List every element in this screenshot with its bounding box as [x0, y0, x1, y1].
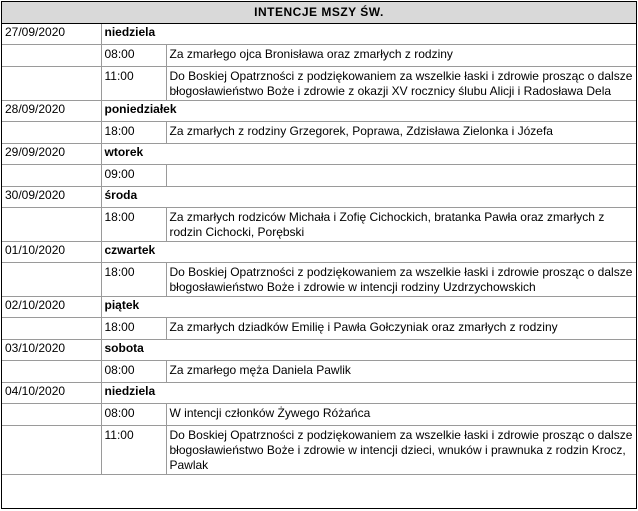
- mass-time-cell: 11:00: [101, 426, 166, 475]
- weekday-cell: czwartek: [101, 242, 636, 263]
- date-row: [2, 340, 636, 361]
- mass-row: [2, 426, 636, 475]
- intentions-table: [2, 24, 636, 475]
- mass-time-cell: 09:00: [101, 165, 166, 187]
- date-row: [2, 242, 636, 263]
- mass-time-cell: 11:00: [101, 67, 166, 101]
- intention-text-cell: Za zmarłego męża Daniela Pawlik: [166, 361, 636, 383]
- weekday-cell: niedziela: [101, 383, 636, 404]
- empty-cell: [2, 426, 101, 475]
- intention-text-cell: W intencji członków Żywego Różańca: [166, 404, 636, 426]
- date-cell: 29/09/2020: [2, 144, 101, 165]
- mass-row: [2, 208, 636, 242]
- intention-text-cell: Za zmarłych dziadków Emilię i Pawła Gołczyniak oraz zmarłych z rodziny: [166, 318, 636, 340]
- mass-time-cell: 08:00: [101, 45, 166, 67]
- date-row: [2, 383, 636, 404]
- intention-text-cell: Za zmarłych rodziców Michała i Zofię Cichockich, bratanka Pawła oraz zmarłych z rodzin Cichocki, Porębski: [166, 208, 636, 242]
- mass-row: [2, 45, 636, 67]
- date-cell: 27/09/2020: [2, 24, 101, 45]
- sheet-title: INTENCJE MSZY ŚW.: [2, 2, 636, 24]
- intention-text-cell: [166, 165, 636, 187]
- mass-row: [2, 165, 636, 187]
- intentions-table-body: [2, 24, 636, 475]
- weekday-cell: niedziela: [101, 24, 636, 45]
- date-cell: 30/09/2020: [2, 187, 101, 208]
- empty-cell: [2, 263, 101, 297]
- mass-row: [2, 263, 636, 297]
- intention-text-cell: Za zmarłych z rodziny Grzegorek, Poprawa, Zdzisława Zielonka i Józefa: [166, 122, 636, 144]
- date-cell: 04/10/2020: [2, 383, 101, 404]
- weekday-cell: wtorek: [101, 144, 636, 165]
- date-cell: 02/10/2020: [2, 297, 101, 318]
- mass-time-cell: 08:00: [101, 404, 166, 426]
- empty-cell: [2, 361, 101, 383]
- mass-time-cell: 18:00: [101, 263, 166, 297]
- date-row: [2, 101, 636, 122]
- intention-text-cell: Do Boskiej Opatrzności z podziękowaniem za wszelkie łaski i zdrowie prosząc o dalsze błogosławieństwo Boże i zdrowie w intencji rodziny Uzdrzychowskich: [166, 263, 636, 297]
- date-row: [2, 187, 636, 208]
- empty-cell: [2, 404, 101, 426]
- mass-time-cell: 18:00: [101, 318, 166, 340]
- mass-time-cell: 08:00: [101, 361, 166, 383]
- mass-row: [2, 318, 636, 340]
- mass-time-cell: 18:00: [101, 122, 166, 144]
- empty-cell: [2, 208, 101, 242]
- mass-row: [2, 122, 636, 144]
- mass-row: [2, 67, 636, 101]
- date-row: [2, 144, 636, 165]
- empty-cell: [2, 122, 101, 144]
- empty-cell: [2, 318, 101, 340]
- empty-cell: [2, 165, 101, 187]
- date-cell: 03/10/2020: [2, 340, 101, 361]
- empty-cell: [2, 67, 101, 101]
- weekday-cell: poniedziałek: [101, 101, 636, 122]
- weekday-cell: sobota: [101, 340, 636, 361]
- date-cell: 28/09/2020: [2, 101, 101, 122]
- date-row: [2, 297, 636, 318]
- empty-cell: [2, 45, 101, 67]
- date-cell: 01/10/2020: [2, 242, 101, 263]
- intention-text-cell: Do Boskiej Opatrzności z podziękowaniem za wszelkie łaski i zdrowie prosząc o dalsze błogosławieństwo Boże i zdrowie z okazji XV rocznicy ślubu Alicji i Radosława Dela: [166, 67, 636, 101]
- weekday-cell: piątek: [101, 297, 636, 318]
- intention-text-cell: Do Boskiej Opatrzności z podziękowaniem za wszelkie łaski i zdrowie prosząc o dalsze błogosławieństwo Boże i zdrowie w intencji dzieci, wnuków i prawnuka z rodzin Krocz, Pawlak: [166, 426, 636, 475]
- mass-row: [2, 404, 636, 426]
- date-row: [2, 24, 636, 45]
- weekday-cell: środa: [101, 187, 636, 208]
- mass-intentions-sheet: [1, 1, 637, 509]
- intention-text-cell: Za zmarłego ojca Bronisława oraz zmarłych z rodziny: [166, 45, 636, 67]
- mass-row: [2, 361, 636, 383]
- mass-time-cell: 18:00: [101, 208, 166, 242]
